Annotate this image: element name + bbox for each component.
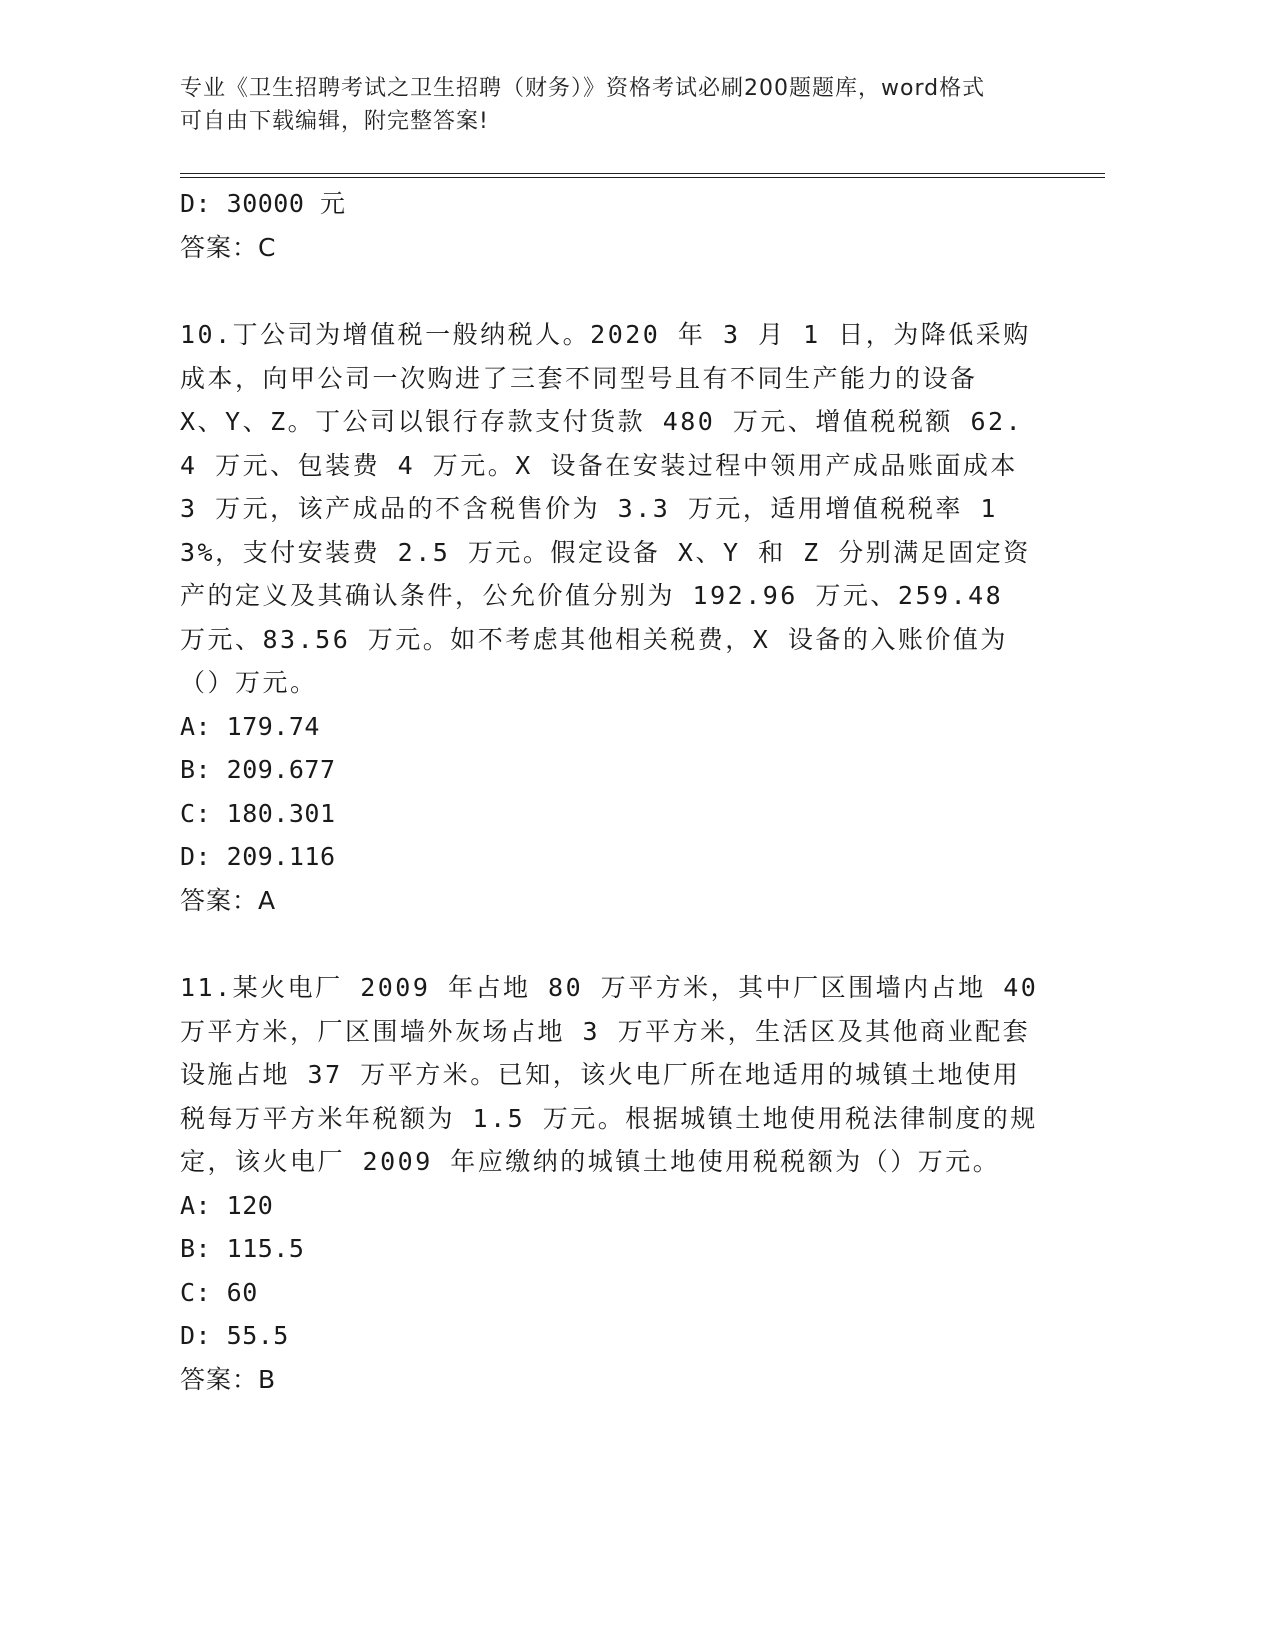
question-11: [180, 966, 1040, 1401]
question-stem: 11.某火电厂 2009 年占地 80 万平方米，其中厂区围墙内占地 40 万平方米，厂区围墙外灰场占地 3 万平方米，生活区及其他商业配套设施占地 37 万平方米。已知，该火电厂所在地适用的城镇土地使用税每万平方米年税额为 1.5 万元。根据城镇土地使用税法律制度的规定，该火电厂 2009 年应缴纳的城镇土地使用税税额为（）万元。: [180, 973, 1039, 1176]
prev-answer: 答案：C: [180, 232, 277, 262]
spacer: [180, 922, 1040, 966]
option-a: A: 120: [180, 1190, 274, 1220]
option-d: D: 209.116: [180, 842, 336, 871]
page-header: [180, 72, 1040, 138]
option-c: C: 60: [180, 1277, 258, 1307]
option-b: B: 115.5: [180, 1234, 305, 1263]
question-10: [180, 313, 1040, 922]
header-title-line-1: 专业《卫生招聘考试之卫生招聘（财务）》资格考试必刷200题题库，word格式: [180, 76, 986, 101]
option-b: B: 209.677: [180, 755, 336, 784]
header-double-rule: [180, 173, 1105, 178]
answer: 答案：A: [180, 885, 277, 915]
option-a: A: 179.74: [180, 711, 320, 741]
spacer: [180, 269, 1040, 313]
question-stem: 10.丁公司为增值税一般纳税人。2020 年 3 月 1 日，为降低采购成本，向甲公司一次购进了三套不同型号且有不同生产能力的设备 X、Y、Z。丁公司以银行存款支付货款 480 万元、增值税税额 62.4 万元、包装费 4 万元。X 设备在安装过程中领用产成品账面成本 3 万元，该产成品的不含税售价为 3.3 万元，适用增值税税率 13%，支付安装费 2.5 万元。假定设备 X、Y 和 Z 分别满足固定资产的定义及其确认条件，公允价值分别为 192.96 万元、259.48 万元、83.56 万元。如不考虑其他相关税费，X 设备的入账价值为（）万元。: [180, 320, 1031, 697]
option-c: C: 180.301: [180, 798, 336, 828]
option-d: D: 55.5: [180, 1321, 289, 1350]
prev-option-d: D: 30000 元: [180, 189, 346, 218]
answer: 答案：B: [180, 1364, 277, 1394]
document-body: [180, 182, 1040, 1401]
header-title-line-2: 可自由下载编辑，附完整答案!: [180, 109, 489, 134]
